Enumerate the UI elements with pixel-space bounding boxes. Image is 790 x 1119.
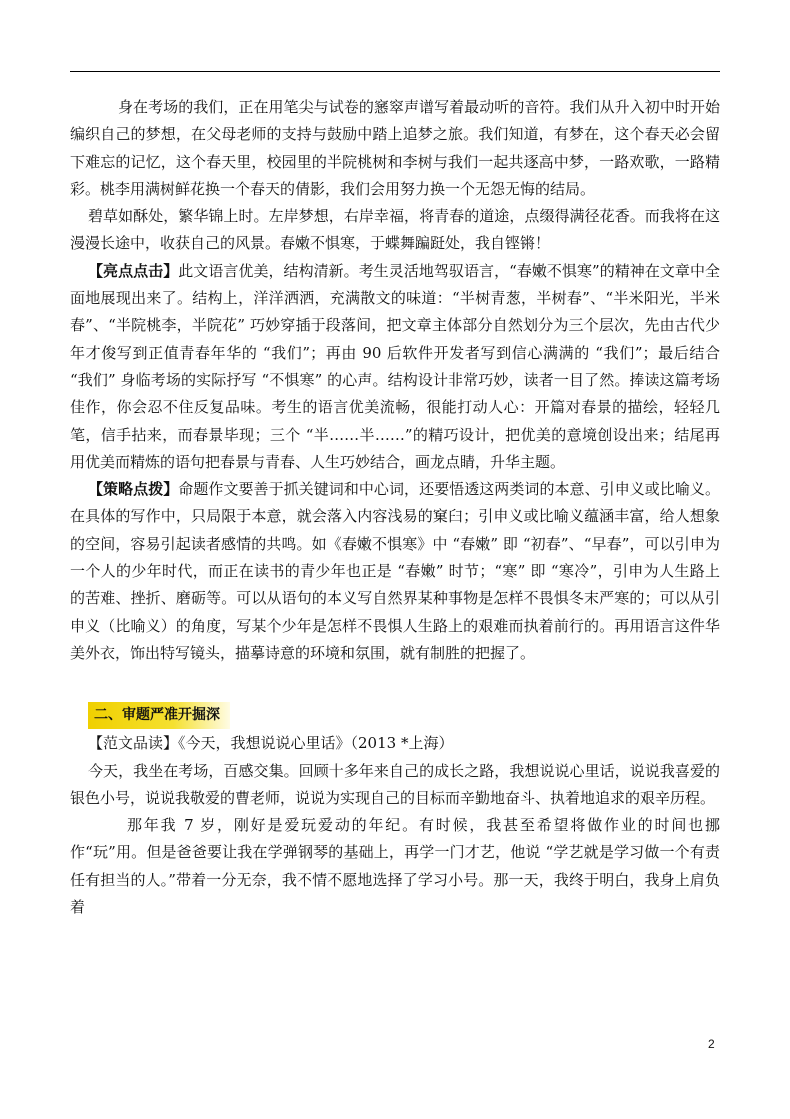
- body-paragraph: 身在考场的我们，正在用笔尖与试卷的窸窣声谱写着最动听的音符。我们从升入初中时开始编织自己的梦想，在父母老师的支持与鼓励中踏上追梦之旅。我们知道，有梦在，这个春天必会留下难忘的记忆，这个春天里，校园里的半院桃树和李树与我们一起共逐高中梦，一路欢歌，一路精彩。桃李用满树鲜花换一个春天的倩影，我们会用努力换一个无怨无悔的结局。: [70, 98, 720, 198]
- document-body: [70, 94, 720, 921]
- sample-title-line: [70, 730, 720, 757]
- header-rule: [70, 71, 720, 72]
- spacer: [70, 667, 720, 700]
- strategy-text: 命题作文要善于抓关键词和中心词，还要悟透这两类词的本意、引申义或比喻义。在具体的写作中，只局限于本意，就会落入内容浅易的窠臼；引申义或比喻义蕴涵丰富，给人想象的空间，容易引起读者感情的共鸣。如《春嫩不惧寒》中 “春嫩” 即 “初春”、“早春”，可以引申为一个人的少年时代，而正在读书的青少年也正是 “春嫩” 时节；“寒” 即 “寒冷”，引申为人生路上的苦难、挫折、磨砺等。可以从语句的本义写自然界某种事物是怎样不畏惧冬末严寒的；可以从引申义（比喻义）的角度，写某个少年是怎样不畏惧人生路上的艰难而执着前行的。再用语言这件华美外衣，饰出特写镜头，描摹诗意的环境和氛围，就有制胜的把握了。: [70, 480, 720, 662]
- highlight-label: 【亮点点击】: [88, 261, 179, 280]
- section-heading: [88, 700, 720, 727]
- section-heading-text: 二、审题严准开掘深: [88, 702, 230, 729]
- sample-label: 【范文品读】: [88, 734, 179, 753]
- strategy-paragraph: [70, 476, 720, 667]
- body-paragraph: 碧草如酥处，繁华锦上时。左岸梦想，右岸幸福，将青春的道途，点缀得满径花香。而我将在这漫漫长途中，收获自己的风景。春嫩不惧寒，于蝶舞蹁跹处，我自铿锵！: [70, 207, 720, 253]
- page-number: 2: [708, 1037, 715, 1051]
- essay-paragraph: 今天，我坐在考场，百感交集。回顾十多年来自己的成长之路，我想说说心里话，说说我喜爱的银色小号，说说我敬爱的曹老师，说说为实现自己的目标而辛勤地奋斗、执着地追求的艰辛历程。: [70, 761, 720, 807]
- strategy-label: 【策略点拨】: [88, 480, 179, 499]
- sample-title: 《今天，我想说说心里话》（2013 *上海）: [178, 734, 454, 753]
- essay-paragraph: 那年我 7 岁，刚好是爱玩爱动的年纪。有时候，我甚至希望将做作业的时间也挪作“玩”用。但是爸爸要让我在学弹钢琴的基础上，再学一门才艺，他说 “学艺就是学习做一个有责任有担当的人。”带着一分无奈，我不情不愿地选择了学习小号。那一天，我终于明白，我身上肩负着: [70, 816, 720, 917]
- highlight-text: 此文语言优美，结构清新。考生灵活地驾驭语言，“春嫩不惧寒”的精神在文章中全面地展现出来了。结构上，洋洋洒洒，充满散文的味道：“半树青葱，半树春”、“半米阳光，半米春”、“半院桃李，半院花” 巧妙穿插于段落间，把文章主体部分自然划分为三个层次，先由古代少年才俊写到正值青春年华的 “我们”；再由 90 后软件开发者写到信心满满的 “我们”；最后结合 “我们” 身临考场的实际抒写 “不惧寒” 的心声。结构设计非常巧妙，读者一目了然。捧读这篇考场佳作，你会忍不住反复品味。考生的语言优美流畅，很能打动人心：开篇对春景的描绘，轻轻几笔，信手拈来，而春景毕现；三个 “半……半……”的精巧设计，把优美的意境创设出来；结尾再用优美而精炼的语句把春景与青春、人生巧妙结合，画龙点睛，升华主题。: [70, 261, 720, 471]
- highlight-paragraph: [70, 258, 720, 476]
